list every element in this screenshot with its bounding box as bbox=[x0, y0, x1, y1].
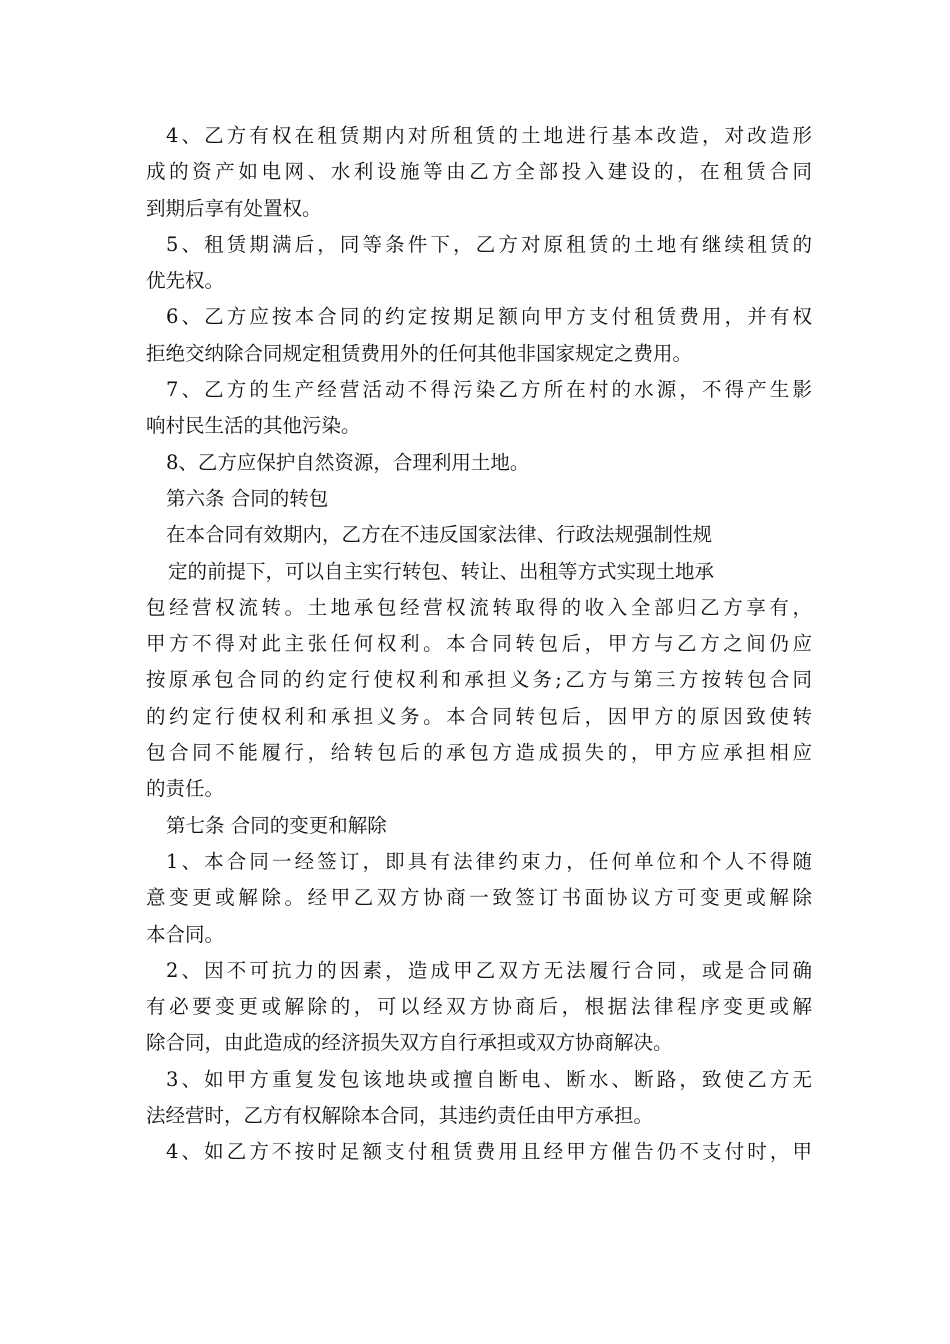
text-line: 响村民生活的其他污染。 bbox=[146, 414, 361, 438]
text-line: 包合同不能履行，给转包后的承包方造成损失的，甲方应承担相应 bbox=[146, 741, 812, 765]
text-line: 的责任。 bbox=[146, 777, 225, 801]
text-line: 1、本合同一经签订，即具有法律约束力，任何单位和个人不得随 bbox=[166, 849, 812, 873]
text-line: 优先权。 bbox=[146, 269, 225, 293]
text-line: 第七条 合同的变更和解除 bbox=[166, 813, 387, 837]
text-line: 的约定行使权利和承担义务。本合同转包后，因甲方的原因致使转 bbox=[146, 704, 812, 728]
text-line: 法经营时，乙方有权解除本合同，其违约责任由甲方承担。 bbox=[146, 1104, 654, 1128]
text-line: 意变更或解除。经甲乙双方协商一致签订书面协议方可变更或解除 bbox=[146, 886, 812, 910]
text-line: 5、租赁期满后，同等条件下，乙方对原租赁的土地有继续租赁的 bbox=[166, 232, 812, 256]
text-line: 到期后享有处置权。 bbox=[146, 196, 322, 220]
text-line: 甲方不得对此主张任何权利。本合同转包后，甲方与乙方之间仍应 bbox=[146, 632, 812, 656]
text-line: 包经营权流转。土地承包经营权流转取得的收入全部归乙方享有， bbox=[146, 595, 812, 619]
text-line: 2、因不可抗力的因素，造成甲乙双方无法履行合同，或是合同确 bbox=[166, 958, 812, 982]
text-line: 7、乙方的生产经营活动不得污染乙方所在村的水源，不得产生影 bbox=[166, 378, 812, 402]
contract-text-body bbox=[146, 118, 812, 1171]
text-line: 4、乙方有权在租赁期内对所租赁的土地进行基本改造，对改造形 bbox=[166, 124, 812, 147]
text-line: 在本合同有效期内，乙方在不违反国家法律、行政法规强制性规 bbox=[166, 523, 713, 547]
text-line: 4、如乙方不按时足额支付租赁费用且经甲方催告仍不支付时，甲 bbox=[166, 1140, 812, 1164]
text-line: 成的资产如电网、水利设施等由乙方全部投入建设的，在租赁合同 bbox=[146, 160, 812, 184]
text-line: 有必要变更或解除的，可以经双方协商后，根据法律程序变更或解 bbox=[146, 995, 812, 1019]
text-line: 3、如甲方重复发包该地块或擅自断电、断水、断路，致使乙方无 bbox=[166, 1067, 812, 1091]
text-line: 定的前提下，可以自主实行转包、转让、出租等方式实现土地承 bbox=[168, 559, 715, 583]
text-line: 6、乙方应按本合同的约定按期足额向甲方支付租赁费用，并有权 bbox=[166, 305, 812, 329]
text-line: 按原承包合同的约定行使权利和承担义务;乙方与第三方按转包合同 bbox=[146, 668, 812, 692]
text-line: 本合同。 bbox=[146, 922, 225, 946]
text-line: 第六条 合同的转包 bbox=[166, 486, 329, 510]
text-line: 除合同，由此造成的经济损失双方自行承担或双方协商解决。 bbox=[146, 1031, 673, 1055]
text-line: 拒绝交纳除合同规定租赁费用外的任何其他非国家规定之费用。 bbox=[146, 341, 693, 365]
text-line: 8、乙方应保护自然资源，合理利用土地。 bbox=[166, 450, 530, 474]
